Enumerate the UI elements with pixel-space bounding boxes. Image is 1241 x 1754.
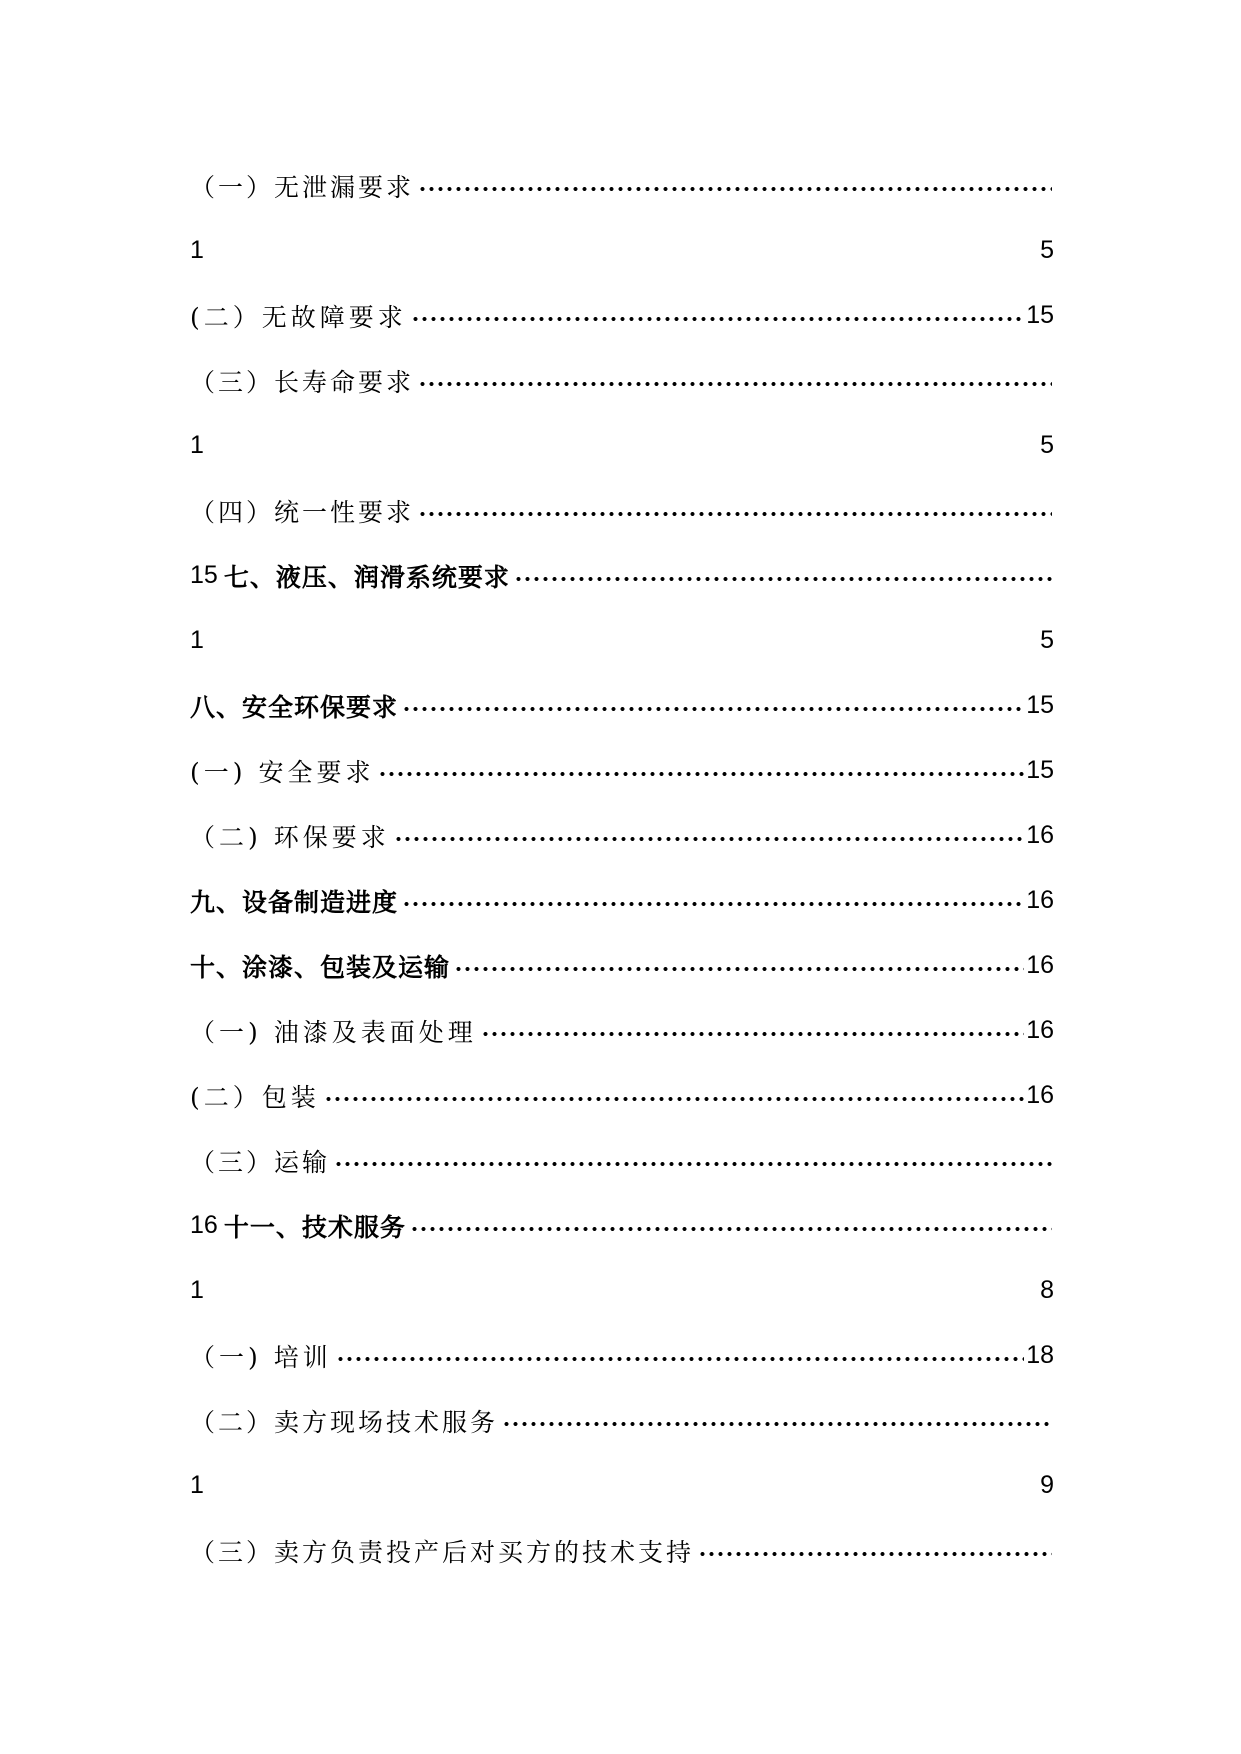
dot-leader bbox=[378, 771, 1024, 777]
dot-leader bbox=[402, 901, 1024, 907]
dot-leader bbox=[418, 511, 1052, 517]
dot-leader bbox=[418, 186, 1052, 192]
toc-entry-packaging bbox=[190, 1063, 1054, 1128]
toc-entry-hydraulic-lubrication bbox=[190, 543, 1054, 608]
page-number-fragment: 5 bbox=[1040, 236, 1054, 264]
toc-entry-painting-packaging-transport bbox=[190, 933, 1054, 998]
toc-section-heading: 九、设备制造进度 bbox=[190, 887, 399, 917]
toc-page-number: 15 bbox=[1026, 756, 1054, 784]
dot-leader bbox=[481, 1031, 1024, 1037]
toc-page-number: 16 bbox=[1026, 886, 1054, 914]
toc-entry-onsite-service bbox=[190, 1388, 1054, 1453]
toc-entry-label: (二）包装 bbox=[190, 1082, 320, 1112]
page-number-fragment: 8 bbox=[1040, 1276, 1054, 1304]
page-number-fragment: 1 bbox=[190, 236, 204, 264]
toc-entry-safety-environment bbox=[190, 673, 1054, 738]
toc-page-number: 16 bbox=[1026, 951, 1054, 979]
toc-entry-label: (一) 安全要求 bbox=[190, 757, 375, 787]
page-number-fragment: 5 bbox=[1040, 431, 1054, 459]
toc-section-heading: 十、涂漆、包装及运输 bbox=[190, 952, 451, 982]
dot-leader bbox=[502, 1421, 1052, 1427]
toc-entry-label: （一) 油漆及表面处理 bbox=[190, 1017, 477, 1047]
toc-entry-label: （二）卖方现场技术服务 bbox=[190, 1407, 499, 1437]
dot-leader bbox=[334, 1161, 1052, 1167]
dot-leader bbox=[394, 836, 1024, 842]
dot-leader bbox=[324, 1096, 1024, 1102]
toc-page-number-split bbox=[190, 608, 1054, 673]
dot-leader bbox=[698, 1551, 1052, 1557]
toc-entry-label: （二) 环保要求 bbox=[190, 822, 390, 852]
dot-leader bbox=[336, 1356, 1024, 1362]
toc-page-number-split bbox=[190, 1258, 1054, 1323]
toc-page-number: 16 bbox=[1026, 1081, 1054, 1109]
page-number-fragment: 1 bbox=[190, 626, 204, 654]
toc-entry-label: （一) 培训 bbox=[190, 1342, 332, 1372]
toc-entry-technical-service bbox=[190, 1193, 1054, 1258]
toc-page-number-split bbox=[190, 218, 1054, 283]
toc-page-number-prefix: 15 bbox=[190, 561, 218, 589]
toc-entry-long-life bbox=[190, 348, 1054, 413]
toc-page-number: 16 bbox=[1026, 821, 1054, 849]
dot-leader bbox=[418, 381, 1052, 387]
toc-entry-label: （三）长寿命要求 bbox=[190, 367, 415, 397]
toc-page-number: 18 bbox=[1026, 1341, 1054, 1369]
page-number-fragment: 1 bbox=[190, 1471, 204, 1499]
dot-leader bbox=[411, 316, 1024, 322]
dot-leader bbox=[410, 1226, 1052, 1232]
toc-entry-no-failure bbox=[190, 283, 1054, 348]
toc-entry-label: (二）无故障要求 bbox=[190, 302, 407, 332]
toc-section-heading: 七、液压、润滑系统要求 bbox=[223, 562, 510, 592]
table-of-contents bbox=[190, 153, 1054, 1583]
toc-page-number-split bbox=[190, 1453, 1054, 1518]
page-number-fragment: 1 bbox=[190, 431, 204, 459]
dot-leader bbox=[514, 576, 1052, 582]
toc-entry-label: （三）卖方负责投产后对买方的技术支持 bbox=[190, 1537, 695, 1567]
toc-entry-uniformity bbox=[190, 478, 1054, 543]
toc-entry-label: （三）运输 bbox=[190, 1147, 331, 1177]
toc-entry-post-production-support bbox=[190, 1518, 1054, 1583]
toc-entry-training bbox=[190, 1323, 1054, 1388]
toc-entry-no-leakage bbox=[190, 153, 1054, 218]
dot-leader bbox=[454, 966, 1024, 972]
toc-page-number-split bbox=[190, 413, 1054, 478]
toc-page-number-prefix: 16 bbox=[190, 1211, 218, 1239]
toc-entry-environment bbox=[190, 803, 1054, 868]
toc-page-number: 15 bbox=[1026, 691, 1054, 719]
page-number-fragment: 5 bbox=[1040, 626, 1054, 654]
toc-section-heading: 八、安全环保要求 bbox=[190, 692, 399, 722]
toc-page-number: 15 bbox=[1026, 301, 1054, 329]
page-number-fragment: 9 bbox=[1040, 1471, 1054, 1499]
page-number-fragment: 1 bbox=[190, 1276, 204, 1304]
toc-page-number: 16 bbox=[1026, 1016, 1054, 1044]
toc-section-heading: 十一、技术服务 bbox=[223, 1212, 406, 1242]
toc-entry-paint-surface bbox=[190, 998, 1054, 1063]
toc-entry-manufacturing-schedule bbox=[190, 868, 1054, 933]
toc-entry-label: （四）统一性要求 bbox=[190, 497, 415, 527]
dot-leader bbox=[402, 706, 1024, 712]
toc-entry-safety bbox=[190, 738, 1054, 803]
toc-entry-label: （一）无泄漏要求 bbox=[190, 172, 415, 202]
toc-entry-transport bbox=[190, 1128, 1054, 1193]
